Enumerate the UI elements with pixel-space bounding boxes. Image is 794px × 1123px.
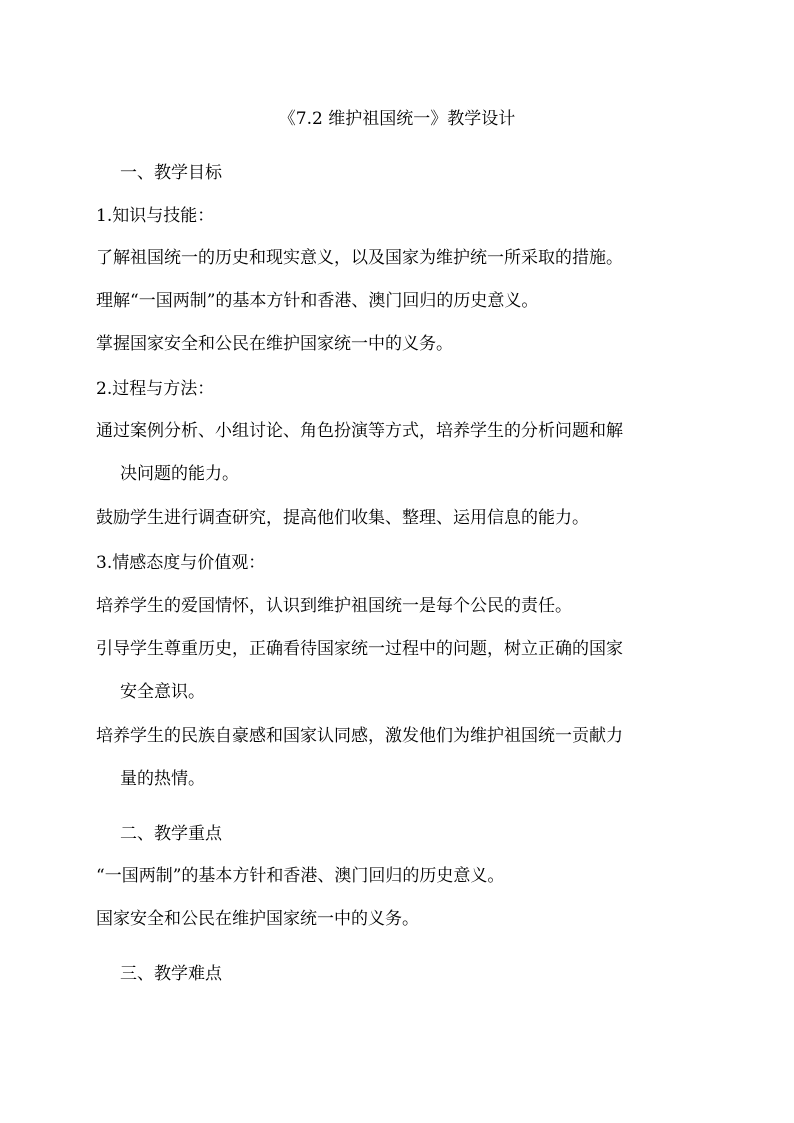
attitude-item-3-line-1: 培养学生的民族自豪感和国家认同感，激发他们为维护祖国统一贡献力	[96, 726, 623, 746]
subheading-process-methods: 2.过程与方法：	[96, 379, 215, 399]
knowledge-item-3: 掌握国家安全和公民在维护国家统一中的义务。	[96, 334, 453, 354]
attitude-item-1: 培养学生的爱国情怀，认识到维护祖国统一是每个公民的责任。	[96, 596, 572, 616]
attitude-item-2-line-1: 引导学生尊重历史，正确看待国家统一过程中的问题，树立正确的国家	[96, 639, 623, 659]
process-item-1-line-2: 决问题的能力。	[120, 464, 239, 484]
subheading-knowledge-skills: 1.知识与技能：	[96, 206, 215, 226]
section-heading-key-points: 二、教学重点	[120, 824, 222, 844]
attitude-item-3-line-2: 量的热情。	[120, 769, 205, 789]
knowledge-item-1: 了解祖国统一的历史和现实意义，以及国家为维护统一所采取的措施。	[96, 248, 623, 268]
key-point-item-1: “一国两制”的基本方针和香港、澳门回归的历史意义。	[96, 866, 505, 886]
section-heading-difficulties: 三、教学难点	[120, 964, 222, 984]
process-item-2: 鼓励学生进行调查研究，提高他们收集、整理、运用信息的能力。	[96, 508, 589, 528]
knowledge-item-2: 理解“一国两制”的基本方针和香港、澳门回归的历史意义。	[96, 291, 539, 311]
section-heading-objectives: 一、教学目标	[120, 163, 222, 183]
document-title: 《7.2 维护祖国统一》教学设计	[278, 109, 516, 129]
attitude-item-2-line-2: 安全意识。	[120, 682, 205, 702]
key-point-item-2: 国家安全和公民在维护国家统一中的义务。	[96, 909, 419, 929]
subheading-attitude-values: 3.情感态度与价值观：	[96, 553, 266, 573]
process-item-1-line-1: 通过案例分析、小组讨论、角色扮演等方式，培养学生的分析问题和解	[96, 421, 623, 441]
